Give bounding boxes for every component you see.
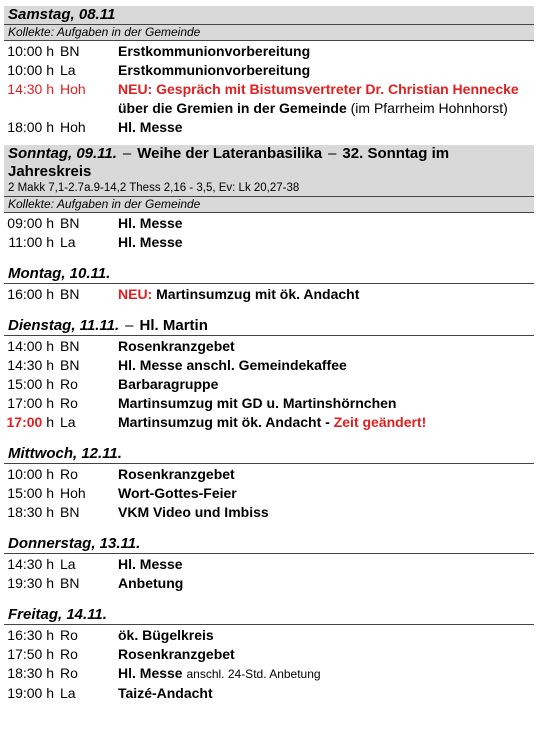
day-saturday <box>4 6 534 139</box>
event-row <box>4 684 534 703</box>
event-title: Wort-Gottes-Feier <box>118 485 237 501</box>
event-time: 16:00 h <box>7 286 54 302</box>
event-title: Taizé-Andacht <box>118 685 213 701</box>
event-list <box>4 284 534 306</box>
event-title <box>118 80 534 99</box>
event-time: 11:00 h <box>8 234 54 250</box>
event-location: La <box>60 556 76 572</box>
event-title: Martinsumzug mit GD u. Martinshörnchen <box>118 395 397 411</box>
event-time: 17:50 h <box>7 646 54 662</box>
event-title <box>118 664 534 684</box>
event-time: 15:00 h <box>7 485 54 501</box>
event-note: (im Pfarrheim Hohnhorst) <box>350 100 508 116</box>
event-list <box>4 41 534 139</box>
event-time: 14:00 h <box>7 338 54 354</box>
day-title: Montag, 10.11. <box>8 265 111 282</box>
event-location: La <box>60 234 76 250</box>
day-title: Dienstag, 11.11. <box>8 317 120 334</box>
event-location: BN <box>60 338 80 354</box>
event-title: Hl. Messe <box>118 119 183 135</box>
day-sunday <box>4 145 534 254</box>
day-heading <box>4 535 534 554</box>
separator-dash: – <box>328 145 337 162</box>
day-heading <box>4 6 534 25</box>
sunday-name: 32. Sonntag im Jahreskreis <box>8 145 450 180</box>
event-row <box>4 285 534 304</box>
event-row <box>4 42 534 61</box>
collection-note: Kollekte: Aufgaben in der Gemeinde <box>4 25 534 41</box>
event-time: 10:00 h <box>7 43 54 59</box>
event-title: Rosenkranzgebet <box>118 646 235 662</box>
event-location: Ro <box>60 466 78 482</box>
day-wednesday <box>4 445 534 524</box>
event-time: 15:00 h <box>7 376 54 392</box>
day-friday <box>4 606 534 705</box>
event-location: Ro <box>60 395 78 411</box>
event-time: 19:30 h <box>7 575 54 591</box>
event-list <box>4 213 534 254</box>
day-title: Sonntag, 09.11. <box>8 145 117 162</box>
event-location: Hoh <box>60 485 86 501</box>
event-row <box>4 80 534 99</box>
event-time: 10:00 h <box>7 62 54 78</box>
event-title: Barbaragruppe <box>118 376 219 392</box>
event-time: 14:30 h <box>7 81 54 97</box>
event-title-line2: über die Gremien in der Gemeinde <box>118 100 347 116</box>
event-location: Ro <box>60 627 78 643</box>
day-heading <box>4 145 534 181</box>
separator-dash: – <box>122 145 132 162</box>
event-title-text: Martinsumzug mit ök. Andacht <box>156 286 360 302</box>
event-title-line1: Gespräch mit Bistumsvertreter Dr. Christian Hennecke <box>156 81 519 97</box>
event-row <box>4 574 534 593</box>
event-title: Hl. Messe anschl. Gemeindekaffee <box>118 357 347 373</box>
event-title: Rosenkranzgebet <box>118 338 235 354</box>
event-time: 19:00 h <box>7 685 54 701</box>
event-list <box>4 464 534 524</box>
new-badge: NEU: <box>118 81 153 97</box>
event-title: Erstkommunionvorbereitung <box>118 43 311 59</box>
day-heading <box>4 317 534 336</box>
day-title: Samstag, 08.11 <box>8 6 116 23</box>
readings: 2 Makk 7,1-2.7a.9-14,2 Thess 2,16 - 3,5, Ev: Lk 20,27-38 <box>4 181 534 196</box>
day-title: Freitag, 14.11. <box>8 606 107 623</box>
event-row <box>4 645 534 664</box>
event-row <box>4 233 534 252</box>
event-row <box>4 664 534 684</box>
event-location: BN <box>60 43 80 59</box>
event-list <box>4 336 534 434</box>
event-time: 09:00 h <box>7 215 54 231</box>
event-title <box>118 285 534 304</box>
event-row <box>4 555 534 574</box>
day-title: Mittwoch, 12.11. <box>8 445 122 462</box>
event-title: ök. Bügelkreis <box>118 627 214 643</box>
event-row <box>4 413 534 432</box>
event-location: BN <box>60 286 80 302</box>
event-note: anschl. 24-Std. Anbetung <box>186 667 321 681</box>
event-location: Ro <box>60 665 78 681</box>
day-heading <box>4 606 534 625</box>
event-title: VKM Video und Imbiss <box>118 504 269 520</box>
event-location: La <box>60 685 76 701</box>
event-title: Rosenkranzgebet <box>118 466 235 482</box>
event-row <box>4 465 534 484</box>
day-title: Donnerstag, 13.11. <box>8 535 141 552</box>
event-row <box>4 394 534 413</box>
event-location: La <box>60 62 76 78</box>
event-location: Ro <box>60 376 78 392</box>
event-time: 14:30 h <box>7 357 54 373</box>
event-title: Hl. Messe <box>118 234 183 250</box>
event-time: 14:30 h <box>7 556 54 572</box>
event-title: Hl. Messe <box>118 215 183 231</box>
event-list <box>4 625 534 705</box>
event-time: 16:30 h <box>7 627 54 643</box>
event-row <box>4 118 534 137</box>
event-time: 17:00 h <box>7 395 54 411</box>
day-heading <box>4 445 534 464</box>
day-tuesday <box>4 317 534 434</box>
event-title-text: Martinsumzug mit ök. Andacht - <box>118 414 330 430</box>
event-location: La <box>60 414 76 430</box>
event-list <box>4 554 534 595</box>
new-badge: NEU: <box>118 286 153 302</box>
event-time: 18:00 h <box>7 119 54 135</box>
event-row <box>4 375 534 394</box>
event-time: 10:00 h <box>7 466 54 482</box>
event-title: Hl. Messe <box>118 556 183 572</box>
event-time: 18:30 h <box>7 665 54 681</box>
day-thursday <box>4 535 534 595</box>
feast-name: Hl. Martin <box>139 317 208 334</box>
event-time <box>4 413 58 432</box>
event-location: BN <box>60 504 80 520</box>
event-row <box>4 484 534 503</box>
event-row <box>4 214 534 233</box>
feast-name: Weihe der Lateranbasilika <box>137 145 323 162</box>
event-location: BN <box>60 357 80 373</box>
event-title: Anbetung <box>118 575 184 591</box>
event-location: Hoh <box>60 81 86 97</box>
event-row <box>4 337 534 356</box>
event-row-continuation <box>4 99 534 118</box>
separator-dash: – <box>125 317 134 334</box>
event-location: BN <box>60 215 80 231</box>
time-changed-alert: Zeit geändert! <box>333 414 427 430</box>
event-title: Erstkommunionvorbereitung <box>118 62 311 78</box>
day-monday <box>4 265 534 306</box>
event-title <box>118 413 534 432</box>
event-row <box>4 356 534 375</box>
changed-time: 17:00 <box>6 414 43 430</box>
event-title-text: Hl. Messe <box>118 665 183 681</box>
time-suffix: h <box>42 414 54 430</box>
event-row <box>4 61 534 80</box>
day-heading <box>4 265 534 284</box>
event-location: Ro <box>60 646 78 662</box>
event-row <box>4 503 534 522</box>
event-location: Hoh <box>60 119 86 135</box>
collection-note: Kollekte: Aufgaben in der Gemeinde <box>4 196 534 213</box>
event-location: BN <box>60 575 80 591</box>
event-row <box>4 626 534 645</box>
event-time: 18:30 h <box>7 504 54 520</box>
